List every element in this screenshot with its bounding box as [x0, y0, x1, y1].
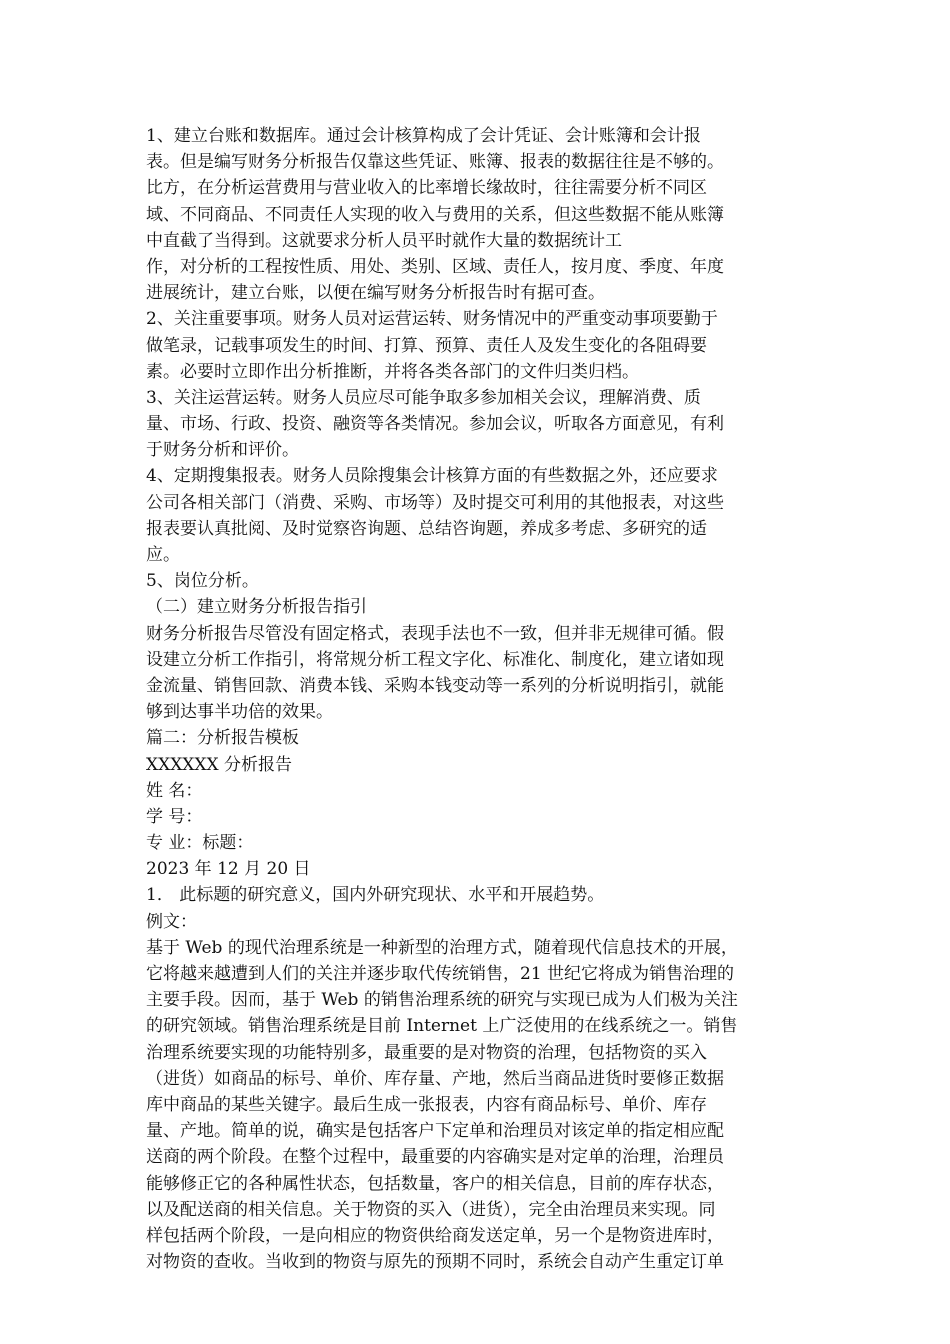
text-line: 的研究领域。销售治理系统是目前 Internet 上广泛使用的在线系统之一。销售 — [146, 1016, 738, 1037]
text-line: 基于 Web 的现代治理系统是一种新型的治理方式，随着现代信息技术的开展， — [146, 937, 738, 958]
text-line: 4、定期搜集报表。财务人员除搜集会计核算方面的有些数据之外，还应要求 — [146, 466, 718, 487]
text-line: 财务分析报告尽管没有固定格式，表现手法也不一致，但并非无规律可循。假 — [146, 623, 724, 644]
text-line: 公司各相关部门（消费、采购、市场等）及时提交可利用的其他报表，对这些 — [146, 492, 724, 513]
text-line: 主要手段。因而，基于 Web 的销售治理系统的研究与实现已成为人们极为关注 — [146, 990, 738, 1011]
text-line: 够到达事半功倍的效果。 — [146, 702, 333, 723]
text-line: 样包括两个阶段，一是向相应的物资供给商发送定单，另一个是物资进库时， — [146, 1225, 724, 1246]
section-heading: （二）建立财务分析报告指引 — [146, 597, 367, 618]
text-line: 作，对分析的工程按性质、用处、类别、区域、责任人，按月度、季度、年度 — [146, 256, 724, 277]
text-line: 于财务分析和评价。 — [146, 440, 299, 461]
text-line: （进货）如商品的标号、单价、库存量、产地，然后当商品进货时要修正数据 — [146, 1068, 724, 1089]
text-line: 治理系统要实现的功能特别多，最重要的是对物资的治理，包括物资的买入 — [146, 1042, 707, 1063]
text-line: 域、不同商品、不同责任人实现的收入与费用的关系，但这些数据不能从账簿 — [146, 204, 724, 225]
text-line: 5、岗位分析。 — [146, 571, 259, 592]
document-body — [146, 123, 806, 1301]
text-line: 比方，在分析运营费用与营业收入的比率增长缘故时，往往需要分析不同区 — [146, 178, 707, 199]
text-line: 1、建立台账和数据库。通过会计核算构成了会计凭证、会计账簿和会计报 — [146, 126, 701, 146]
section-heading: 1． 此标题的研究意义，国内外研究现状、水平和开展趋势。 — [146, 885, 605, 906]
text-line: 送商的两个阶段。在整个过程中，最重要的内容确实是对定单的治理，治理员 — [146, 1147, 724, 1168]
text-line: 金流量、销售回款、消费本钱、采购本钱变动等一系列的分析说明指引，就能 — [146, 675, 724, 696]
text-line: 库中商品的某些关键字。最后生成一张报表，内容有商品标号、单价、库存 — [146, 1094, 707, 1115]
text-line: 做笔录，记载事项发生的时间、打算、预算、责任人及发生变化的各阻碍要 — [146, 335, 707, 356]
name-field-label: 姓 名： — [146, 780, 203, 801]
text-line: 进展统计，建立台账，以便在编写财务分析报告时有据可查。 — [146, 283, 605, 304]
text-line — [146, 1275, 806, 1301]
text-line: 报表要认真批阅、及时觉察咨询题、总结咨询题，养成多考虑、多研究的适 — [146, 518, 707, 539]
text-line: 它将越来越遭到人们的关注并逐步取代传统销售，21 世纪它将成为销售治理的 — [146, 964, 735, 984]
chapter-heading: 篇二：分析报告模板 — [146, 728, 299, 749]
student-id-field-label: 学 号： — [146, 806, 203, 827]
text-line: 中直截了当得到。这就要求分析人员平时就作大量的数据统计工 — [146, 230, 622, 251]
text-line: 应。 — [146, 545, 180, 565]
text-line: 对物资的查收。当收到的物资与原先的预期不同时，系统会自动产生重定订单 — [146, 1252, 724, 1273]
major-title-field-label: 专 业：标题： — [146, 833, 254, 854]
text-line: 以及配送商的相关信息。关于物资的买入（进货），完全由治理员来实现。同 — [146, 1199, 716, 1220]
example-label: 例文： — [146, 911, 197, 932]
text-line: 设建立分析工作指引，将常规分析工程文字化、标准化、制度化，建立诸如现 — [146, 649, 724, 670]
report-date: 2023 年 12 月 20 日 — [146, 859, 311, 880]
text-line: 素。必要时立即作出分析推断，并将各类各部门的文件归类归档。 — [146, 361, 639, 382]
text-line: 表。但是编写财务分析报告仅靠这些凭证、账簿、报表的数据往往是不够的。 — [146, 152, 724, 173]
text-line: 量、市场、行政、投资、融资等各类情况。参加会议，听取各方面意见，有利 — [146, 414, 724, 435]
text-line: 量、产地。简单的说，确实是包括客户下定单和治理员对该定单的指定相应配 — [146, 1121, 724, 1142]
report-title: XXXXXX 分析报告 — [146, 754, 293, 775]
text-line: 能够修正它的各种属性状态，包括数量，客户的相关信息，目前的库存状态， — [146, 1173, 724, 1194]
text-line: 2、关注重要事项。财务人员对运营运转、财务情况中的严重变动事项要勤于 — [146, 309, 718, 330]
text-line: 3、关注运营运转。财务人员应尽可能争取多参加相关会议，理解消费、质 — [146, 387, 701, 408]
